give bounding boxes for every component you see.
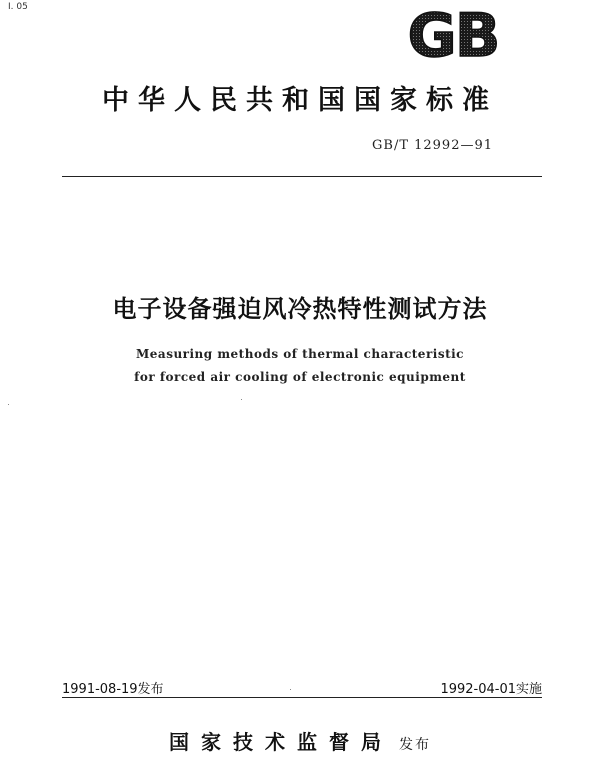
- issuer-suffix: 发布: [399, 737, 431, 753]
- bottom-divider: [62, 697, 542, 698]
- issuer-line: [0, 726, 600, 755]
- implementation-date: 1992-04-01实施: [440, 682, 542, 697]
- scan-speck: [290, 689, 291, 690]
- scan-speck: [241, 399, 242, 400]
- gb-logo-text: GB: [407, 6, 499, 62]
- chinese-title: 电子设备强迫风冷热特性测试方法: [112, 295, 488, 323]
- top-divider: [62, 176, 542, 177]
- english-title-line-2: for forced air cooling of electronic equipment: [134, 370, 466, 384]
- standard-number: GB/T 12992—91: [372, 138, 494, 153]
- gb-logo: [398, 6, 508, 62]
- national-standard-heading: 中华人民共和国国家标准: [102, 85, 498, 116]
- scan-speck: [8, 404, 9, 405]
- english-title-line-1: Measuring methods of thermal characteristic: [136, 347, 464, 361]
- issue-date: 1991-08-19发布: [62, 682, 164, 697]
- ics-code: I. 05: [8, 2, 28, 12]
- issuer-name: 国家技术监督局: [169, 730, 393, 754]
